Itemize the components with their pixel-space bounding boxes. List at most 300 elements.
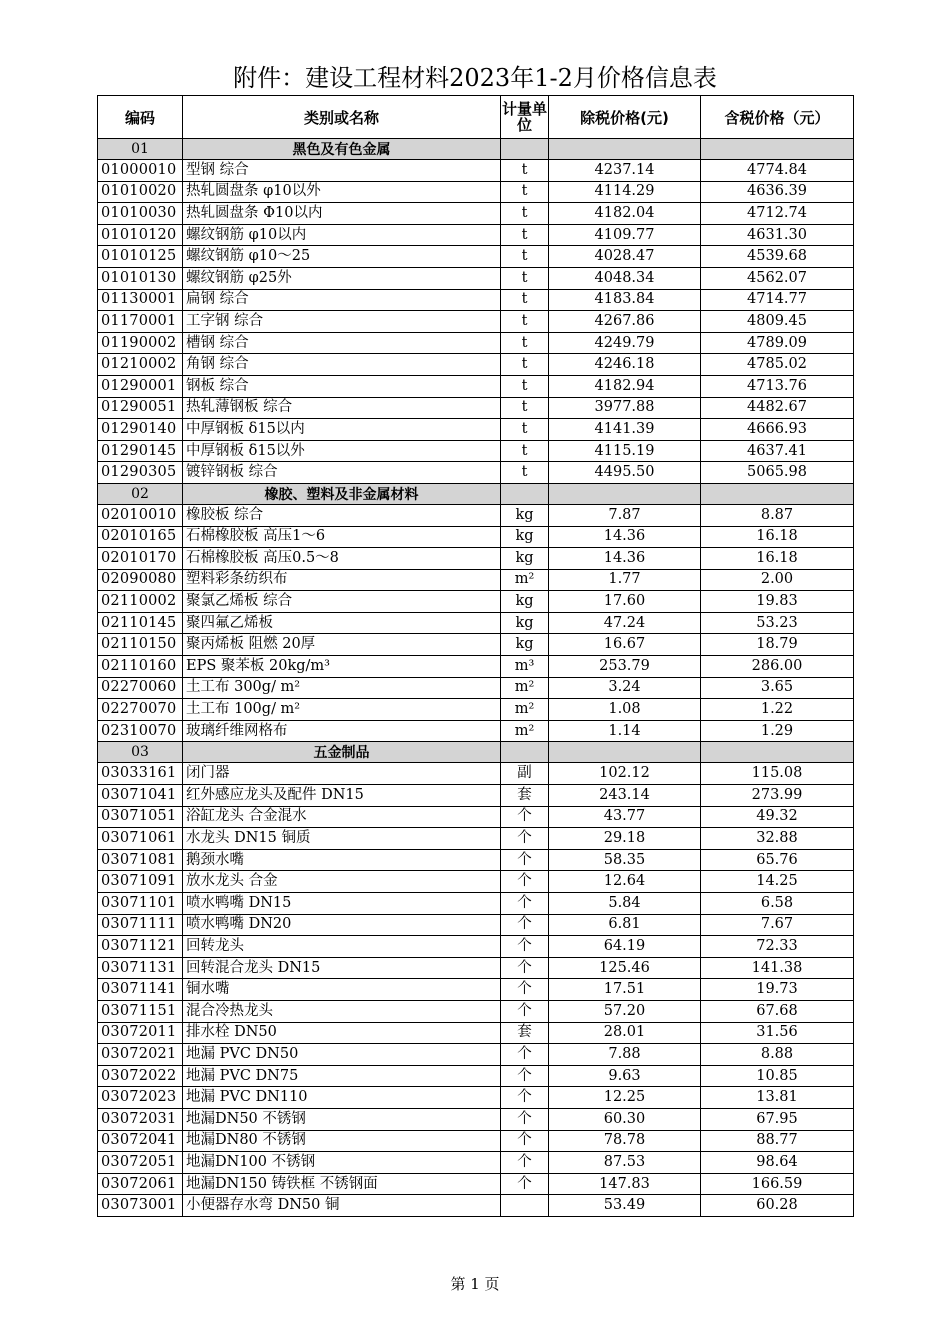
- header-price-ex-tax: 除税价格(元): [549, 96, 701, 139]
- item-price-ex-tax: 87.53: [549, 1152, 701, 1174]
- item-price-ex-tax: 4182.94: [549, 375, 701, 397]
- item-code: 01130001: [98, 289, 183, 311]
- item-code: 01290145: [98, 440, 183, 462]
- item-name: 水龙头 DN15 铜质: [183, 828, 501, 850]
- item-price-ex-tax: 4109.77: [549, 224, 701, 246]
- item-unit: 个: [501, 849, 549, 871]
- item-name: 中厚钢板 δ15以内: [183, 419, 501, 441]
- item-unit: 个: [501, 1087, 549, 1109]
- item-name: 红外感应龙头及配件 DN15: [183, 785, 501, 807]
- item-unit: m²: [501, 569, 549, 591]
- item-unit: t: [501, 419, 549, 441]
- item-code: 03072041: [98, 1130, 183, 1152]
- item-price-inc-tax: 65.76: [701, 849, 854, 871]
- category-code: 01: [98, 139, 183, 160]
- item-name: 钢板 综合: [183, 375, 501, 397]
- item-price-inc-tax: 4666.93: [701, 419, 854, 441]
- item-price-inc-tax: 14.25: [701, 871, 854, 893]
- item-price-ex-tax: 147.83: [549, 1173, 701, 1195]
- item-price-ex-tax: 4114.29: [549, 181, 701, 203]
- table-row: [98, 462, 854, 484]
- item-unit: 个: [501, 914, 549, 936]
- table-row: [98, 224, 854, 246]
- item-price-ex-tax: 4267.86: [549, 311, 701, 333]
- table-row: [98, 763, 854, 785]
- item-code: 03033161: [98, 763, 183, 785]
- item-name: 排水栓 DN50: [183, 1022, 501, 1044]
- item-name: 螺纹钢筋 φ25外: [183, 267, 501, 289]
- category-price-inc: [701, 139, 854, 160]
- item-price-inc-tax: 1.29: [701, 720, 854, 742]
- item-name: 热轧圆盘条 Φ10以内: [183, 203, 501, 225]
- item-code: 01010020: [98, 181, 183, 203]
- item-name: EPS 聚苯板 20kg/m³: [183, 656, 501, 678]
- item-code: 03071091: [98, 871, 183, 893]
- table-row: [98, 1130, 854, 1152]
- item-unit: 个: [501, 1130, 549, 1152]
- table-row: [98, 1044, 854, 1066]
- table-row: [98, 397, 854, 419]
- item-code: 02270060: [98, 677, 183, 699]
- item-price-ex-tax: 4237.14: [549, 160, 701, 182]
- item-unit: 个: [501, 1000, 549, 1022]
- item-code: 01290001: [98, 375, 183, 397]
- item-unit: 个: [501, 1044, 549, 1066]
- table-header-row: [98, 96, 854, 139]
- item-code: 03071081: [98, 849, 183, 871]
- item-name: 螺纹钢筋 φ10以内: [183, 224, 501, 246]
- item-code: 02110145: [98, 612, 183, 634]
- item-name: 喷水鸭嘴 DN20: [183, 914, 501, 936]
- item-unit: t: [501, 203, 549, 225]
- item-unit: 个: [501, 1173, 549, 1195]
- item-code: 02110150: [98, 634, 183, 656]
- item-name: 玻璃纤维网格布: [183, 720, 501, 742]
- item-name: 镀锌钢板 综合: [183, 462, 501, 484]
- category-name: 五金制品: [183, 742, 501, 763]
- item-code: 02310070: [98, 720, 183, 742]
- table-row: [98, 1152, 854, 1174]
- item-code: 03072051: [98, 1152, 183, 1174]
- item-price-inc-tax: 4562.07: [701, 267, 854, 289]
- table-body: [98, 139, 854, 1217]
- item-price-inc-tax: 10.85: [701, 1065, 854, 1087]
- item-price-inc-tax: 16.18: [701, 526, 854, 548]
- item-code: 01010120: [98, 224, 183, 246]
- item-code: 01210002: [98, 354, 183, 376]
- item-unit: 个: [501, 893, 549, 915]
- item-unit: m²: [501, 720, 549, 742]
- category-price-inc: [701, 742, 854, 763]
- item-price-inc-tax: 4713.76: [701, 375, 854, 397]
- item-name: 鹅颈水嘴: [183, 849, 501, 871]
- item-price-ex-tax: 16.67: [549, 634, 701, 656]
- item-price-ex-tax: 78.78: [549, 1130, 701, 1152]
- item-name: 回转龙头: [183, 936, 501, 958]
- item-unit: t: [501, 375, 549, 397]
- item-price-inc-tax: 18.79: [701, 634, 854, 656]
- table-row: [98, 936, 854, 958]
- item-price-ex-tax: 3977.88: [549, 397, 701, 419]
- item-price-ex-tax: 1.77: [549, 569, 701, 591]
- item-price-inc-tax: 4637.41: [701, 440, 854, 462]
- table-row: [98, 548, 854, 570]
- page-title: 附件：建设工程材料2023年1-2月价格信息表: [233, 64, 717, 92]
- category-code: 02: [98, 483, 183, 504]
- category-row: [98, 483, 854, 504]
- item-price-ex-tax: 4246.18: [549, 354, 701, 376]
- item-price-inc-tax: 72.33: [701, 936, 854, 958]
- item-name: 浴缸龙头 合金混水: [183, 806, 501, 828]
- header-code: 编码: [98, 96, 183, 139]
- item-price-ex-tax: 4115.19: [549, 440, 701, 462]
- item-unit: kg: [501, 504, 549, 526]
- table-row: [98, 656, 854, 678]
- table-row: [98, 1173, 854, 1195]
- table-row: [98, 440, 854, 462]
- item-price-ex-tax: 102.12: [549, 763, 701, 785]
- item-name: 聚四氟乙烯板: [183, 612, 501, 634]
- item-price-inc-tax: 16.18: [701, 548, 854, 570]
- item-price-inc-tax: 115.08: [701, 763, 854, 785]
- table-row: [98, 569, 854, 591]
- item-code: 02110002: [98, 591, 183, 613]
- item-unit: 个: [501, 806, 549, 828]
- item-unit: t: [501, 160, 549, 182]
- item-unit: 个: [501, 979, 549, 1001]
- category-row: [98, 742, 854, 763]
- item-price-inc-tax: 31.56: [701, 1022, 854, 1044]
- table-row: [98, 181, 854, 203]
- table-row: [98, 160, 854, 182]
- item-price-ex-tax: 3.24: [549, 677, 701, 699]
- item-unit: m²: [501, 677, 549, 699]
- item-name: 土工布 300g/ m²: [183, 677, 501, 699]
- item-price-inc-tax: 67.68: [701, 1000, 854, 1022]
- item-price-ex-tax: 4182.04: [549, 203, 701, 225]
- item-price-inc-tax: 4785.02: [701, 354, 854, 376]
- category-unit: [501, 483, 549, 504]
- item-unit: t: [501, 289, 549, 311]
- item-price-ex-tax: 253.79: [549, 656, 701, 678]
- item-code: 03072061: [98, 1173, 183, 1195]
- table-row: [98, 634, 854, 656]
- item-unit: t: [501, 354, 549, 376]
- category-unit: [501, 742, 549, 763]
- item-price-inc-tax: 60.28: [701, 1195, 854, 1217]
- item-unit: 套: [501, 785, 549, 807]
- item-price-ex-tax: 1.14: [549, 720, 701, 742]
- item-code: 02010170: [98, 548, 183, 570]
- item-code: 01170001: [98, 311, 183, 333]
- item-price-inc-tax: 4789.09: [701, 332, 854, 354]
- header-name: 类别或名称: [183, 96, 501, 139]
- item-unit: 个: [501, 936, 549, 958]
- item-code: 02110160: [98, 656, 183, 678]
- table-row: [98, 806, 854, 828]
- item-price-inc-tax: 19.73: [701, 979, 854, 1001]
- table-row: [98, 1195, 854, 1217]
- item-price-inc-tax: 3.65: [701, 677, 854, 699]
- header-price-inc-tax: 含税价格（元）: [701, 96, 854, 139]
- item-unit: t: [501, 246, 549, 268]
- table-row: [98, 612, 854, 634]
- item-unit: m²: [501, 699, 549, 721]
- item-code: 03071131: [98, 957, 183, 979]
- item-unit: 个: [501, 1152, 549, 1174]
- item-code: 03071111: [98, 914, 183, 936]
- table-row: [98, 785, 854, 807]
- item-price-inc-tax: 13.81: [701, 1087, 854, 1109]
- item-name: 回转混合龙头 DN15: [183, 957, 501, 979]
- item-price-ex-tax: 1.08: [549, 699, 701, 721]
- item-code: 01290051: [98, 397, 183, 419]
- item-code: 03072011: [98, 1022, 183, 1044]
- item-price-inc-tax: 141.38: [701, 957, 854, 979]
- item-price-inc-tax: 4714.77: [701, 289, 854, 311]
- item-price-inc-tax: 32.88: [701, 828, 854, 850]
- item-code: 01000010: [98, 160, 183, 182]
- category-price-inc: [701, 483, 854, 504]
- item-name: 橡胶板 综合: [183, 504, 501, 526]
- item-price-inc-tax: 273.99: [701, 785, 854, 807]
- item-unit: kg: [501, 526, 549, 548]
- item-unit: 个: [501, 1065, 549, 1087]
- table-row: [98, 699, 854, 721]
- category-price-ex: [549, 139, 701, 160]
- item-price-ex-tax: 4048.34: [549, 267, 701, 289]
- item-price-inc-tax: 7.67: [701, 914, 854, 936]
- item-price-inc-tax: 8.87: [701, 504, 854, 526]
- item-price-ex-tax: 4028.47: [549, 246, 701, 268]
- item-price-ex-tax: 243.14: [549, 785, 701, 807]
- item-unit: 个: [501, 957, 549, 979]
- item-unit: 个: [501, 1108, 549, 1130]
- item-code: 02010165: [98, 526, 183, 548]
- item-price-inc-tax: 88.77: [701, 1130, 854, 1152]
- item-price-ex-tax: 47.24: [549, 612, 701, 634]
- table-row: [98, 677, 854, 699]
- item-name: 工字钢 综合: [183, 311, 501, 333]
- item-name: 地漏DN150 铸铁框 不锈钢面: [183, 1173, 501, 1195]
- item-unit: kg: [501, 612, 549, 634]
- item-code: 02010010: [98, 504, 183, 526]
- item-name: 混合冷热龙头: [183, 1000, 501, 1022]
- item-name: 铜水嘴: [183, 979, 501, 1001]
- item-code: 03072023: [98, 1087, 183, 1109]
- item-price-ex-tax: 57.20: [549, 1000, 701, 1022]
- item-name: 闭门器: [183, 763, 501, 785]
- item-price-ex-tax: 14.36: [549, 548, 701, 570]
- item-name: 地漏 PVC DN110: [183, 1087, 501, 1109]
- item-code: 02090080: [98, 569, 183, 591]
- item-unit: kg: [501, 591, 549, 613]
- item-price-ex-tax: 6.81: [549, 914, 701, 936]
- item-code: 03071041: [98, 785, 183, 807]
- item-price-ex-tax: 12.64: [549, 871, 701, 893]
- table-row: [98, 720, 854, 742]
- item-price-ex-tax: 28.01: [549, 1022, 701, 1044]
- item-price-inc-tax: 8.88: [701, 1044, 854, 1066]
- item-name: 热轧薄钢板 综合: [183, 397, 501, 419]
- item-name: 扁钢 综合: [183, 289, 501, 311]
- item-price-inc-tax: 4482.67: [701, 397, 854, 419]
- item-price-inc-tax: 53.23: [701, 612, 854, 634]
- item-name: 角钢 综合: [183, 354, 501, 376]
- table-row: [98, 504, 854, 526]
- item-name: 中厚钢板 δ15以外: [183, 440, 501, 462]
- item-name: 聚氯乙烯板 综合: [183, 591, 501, 613]
- table-row: [98, 849, 854, 871]
- item-price-inc-tax: 4712.74: [701, 203, 854, 225]
- item-unit: t: [501, 397, 549, 419]
- item-name: 地漏 PVC DN50: [183, 1044, 501, 1066]
- item-code: 01190002: [98, 332, 183, 354]
- item-name: 土工布 100g/ m²: [183, 699, 501, 721]
- item-price-ex-tax: 14.36: [549, 526, 701, 548]
- page-number: 第 1 页: [450, 1275, 500, 1293]
- item-price-ex-tax: 7.88: [549, 1044, 701, 1066]
- item-code: 02270070: [98, 699, 183, 721]
- table-row: [98, 267, 854, 289]
- item-code: 03072022: [98, 1065, 183, 1087]
- item-price-ex-tax: 125.46: [549, 957, 701, 979]
- item-name: 放水龙头 合金: [183, 871, 501, 893]
- item-price-inc-tax: 1.22: [701, 699, 854, 721]
- category-name: 橡胶、塑料及非金属材料: [183, 483, 501, 504]
- item-code: 01010130: [98, 267, 183, 289]
- item-price-inc-tax: 286.00: [701, 656, 854, 678]
- item-name: 地漏DN50 不锈钢: [183, 1108, 501, 1130]
- item-unit: 套: [501, 1022, 549, 1044]
- table-row: [98, 1087, 854, 1109]
- header-unit: 计量单位: [501, 96, 549, 139]
- table-row: [98, 311, 854, 333]
- item-code: 01010030: [98, 203, 183, 225]
- table-row: [98, 979, 854, 1001]
- item-name: 石棉橡胶板 高压0.5～8: [183, 548, 501, 570]
- item-code: 01290140: [98, 419, 183, 441]
- item-name: 地漏DN100 不锈钢: [183, 1152, 501, 1174]
- item-price-ex-tax: 60.30: [549, 1108, 701, 1130]
- item-price-ex-tax: 9.63: [549, 1065, 701, 1087]
- category-name: 黑色及有色金属: [183, 139, 501, 160]
- item-unit: kg: [501, 634, 549, 656]
- item-unit: m³: [501, 656, 549, 678]
- item-unit: 副: [501, 763, 549, 785]
- item-code: 03073001: [98, 1195, 183, 1217]
- item-price-inc-tax: 4636.39: [701, 181, 854, 203]
- table-row: [98, 957, 854, 979]
- item-name: 地漏DN80 不锈钢: [183, 1130, 501, 1152]
- item-name: 螺纹钢筋 φ10～25: [183, 246, 501, 268]
- price-table: [97, 95, 854, 1217]
- item-price-ex-tax: 17.51: [549, 979, 701, 1001]
- table-row: [98, 1108, 854, 1130]
- item-price-inc-tax: 166.59: [701, 1173, 854, 1195]
- item-name: 聚丙烯板 阻燃 20厚: [183, 634, 501, 656]
- table-row: [98, 332, 854, 354]
- item-unit: 个: [501, 828, 549, 850]
- item-price-ex-tax: 4495.50: [549, 462, 701, 484]
- category-code: 03: [98, 742, 183, 763]
- item-price-inc-tax: 5065.98: [701, 462, 854, 484]
- item-unit: t: [501, 332, 549, 354]
- item-name: 热轧圆盘条 φ10以外: [183, 181, 501, 203]
- item-name: 地漏 PVC DN75: [183, 1065, 501, 1087]
- table-row: [98, 871, 854, 893]
- item-code: 01290305: [98, 462, 183, 484]
- item-price-ex-tax: 7.87: [549, 504, 701, 526]
- table-row: [98, 1022, 854, 1044]
- item-unit: t: [501, 181, 549, 203]
- item-price-ex-tax: 17.60: [549, 591, 701, 613]
- item-price-inc-tax: 4631.30: [701, 224, 854, 246]
- item-code: 03071061: [98, 828, 183, 850]
- category-unit: [501, 139, 549, 160]
- category-price-ex: [549, 483, 701, 504]
- table-row: [98, 354, 854, 376]
- item-unit: t: [501, 440, 549, 462]
- item-price-ex-tax: 29.18: [549, 828, 701, 850]
- item-name: 小便器存水弯 DN50 铜: [183, 1195, 501, 1217]
- item-name: 石棉橡胶板 高压1～6: [183, 526, 501, 548]
- table-row: [98, 203, 854, 225]
- table-row: [98, 375, 854, 397]
- item-code: 03071121: [98, 936, 183, 958]
- table-row: [98, 1000, 854, 1022]
- item-code: 03071141: [98, 979, 183, 1001]
- item-price-inc-tax: 19.83: [701, 591, 854, 613]
- item-code: 03071051: [98, 806, 183, 828]
- item-price-inc-tax: 2.00: [701, 569, 854, 591]
- item-unit: [501, 1195, 549, 1217]
- table-row: [98, 526, 854, 548]
- table-row: [98, 1065, 854, 1087]
- item-price-ex-tax: 4249.79: [549, 332, 701, 354]
- item-name: 槽钢 综合: [183, 332, 501, 354]
- table-row: [98, 246, 854, 268]
- item-unit: 个: [501, 871, 549, 893]
- item-price-ex-tax: 43.77: [549, 806, 701, 828]
- item-price-inc-tax: 6.58: [701, 893, 854, 915]
- item-unit: t: [501, 311, 549, 333]
- category-price-ex: [549, 742, 701, 763]
- item-price-ex-tax: 64.19: [549, 936, 701, 958]
- item-unit: kg: [501, 548, 549, 570]
- table-row: [98, 828, 854, 850]
- item-price-ex-tax: 53.49: [549, 1195, 701, 1217]
- item-code: 03071101: [98, 893, 183, 915]
- table-row: [98, 893, 854, 915]
- item-price-ex-tax: 5.84: [549, 893, 701, 915]
- item-code: 03072021: [98, 1044, 183, 1066]
- item-price-inc-tax: 49.32: [701, 806, 854, 828]
- item-unit: t: [501, 267, 549, 289]
- item-price-inc-tax: 4539.68: [701, 246, 854, 268]
- item-unit: t: [501, 224, 549, 246]
- item-price-inc-tax: 4809.45: [701, 311, 854, 333]
- category-row: [98, 139, 854, 160]
- item-name: 喷水鸭嘴 DN15: [183, 893, 501, 915]
- item-code: 01010125: [98, 246, 183, 268]
- item-name: 型钢 综合: [183, 160, 501, 182]
- item-price-inc-tax: 4774.84: [701, 160, 854, 182]
- item-price-inc-tax: 98.64: [701, 1152, 854, 1174]
- item-price-ex-tax: 58.35: [549, 849, 701, 871]
- item-price-ex-tax: 4183.84: [549, 289, 701, 311]
- item-unit: t: [501, 462, 549, 484]
